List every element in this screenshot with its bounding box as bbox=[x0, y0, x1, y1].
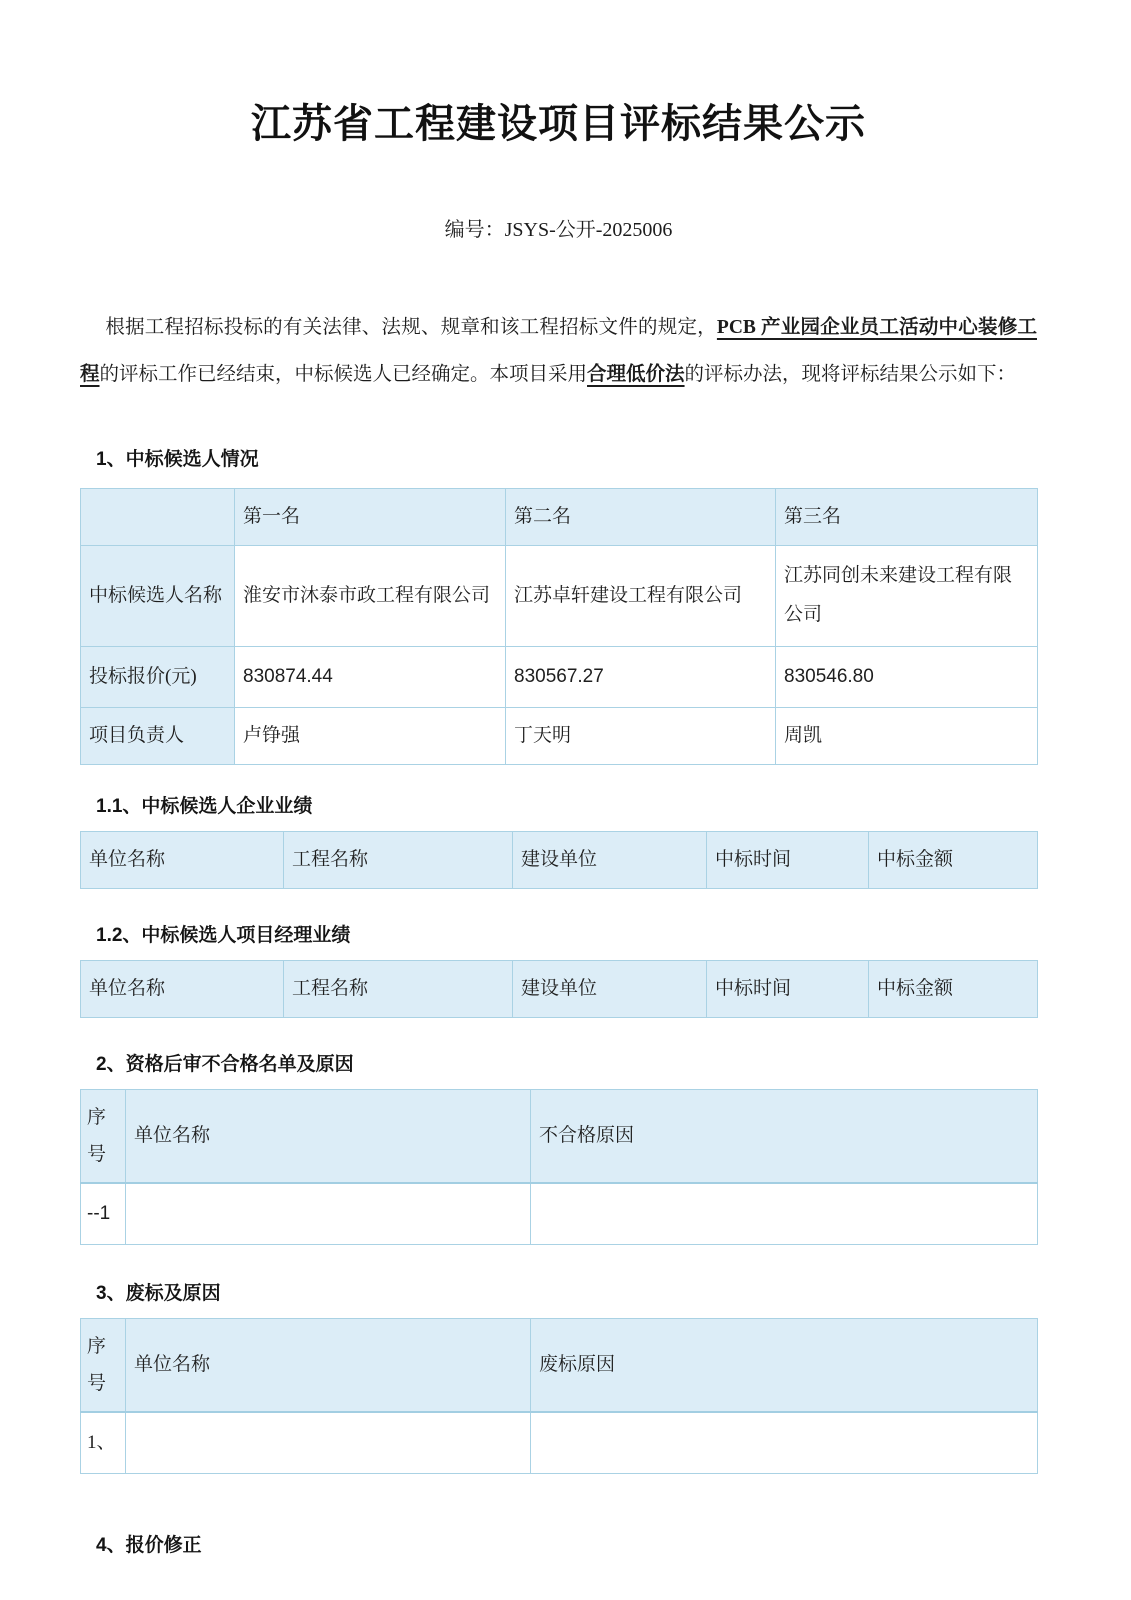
unqualified-row-reason bbox=[531, 1183, 1038, 1245]
candidate-name-label: 中标候选人名称 bbox=[81, 546, 235, 647]
project-name-highlight: PCB 产业园企业员工活动中心装修工程 bbox=[80, 317, 1037, 385]
bid-price-first: 830874.44 bbox=[235, 647, 506, 708]
candidates-header-row bbox=[81, 489, 1038, 546]
unqualified-table bbox=[80, 1089, 1038, 1245]
candidates-header-empty bbox=[81, 489, 235, 546]
rejected-header-row bbox=[81, 1319, 1038, 1413]
manager-header-builder: 建设单位 bbox=[513, 961, 707, 1018]
candidates-header-second: 第二名 bbox=[506, 489, 776, 546]
project-manager-label: 项目负责人 bbox=[81, 708, 235, 765]
candidate-name-third: 江苏同创未来建设工程有限公司 bbox=[776, 546, 1038, 647]
enterprise-performance-table bbox=[80, 831, 1038, 889]
project-manager-second: 丁天明 bbox=[506, 708, 776, 765]
rejected-header-seq: 序号 bbox=[81, 1319, 126, 1413]
manager-header-project: 工程名称 bbox=[284, 961, 513, 1018]
section-3-heading: 3、废标及原因 bbox=[96, 1283, 221, 1304]
section-1-heading: 1、中标候选人情况 bbox=[96, 449, 259, 470]
unqualified-header-reason: 不合格原因 bbox=[531, 1090, 1038, 1184]
doc-number: 编号：JSYS-公开-2025006 bbox=[444, 219, 673, 241]
manager-performance-header-row bbox=[81, 961, 1038, 1018]
candidates-header-third: 第三名 bbox=[776, 489, 1038, 546]
intro-part3: 的评标办法，现将评标结果公示如下： bbox=[684, 364, 1017, 385]
unqualified-data-row bbox=[81, 1183, 1038, 1245]
section-4-heading: 4、报价修正 bbox=[96, 1535, 202, 1556]
rejected-data-row bbox=[81, 1412, 1038, 1474]
bid-price-row bbox=[81, 647, 1038, 708]
intro-part2: 的评标工作已经结束，中标候选人已经确定。本项目采用 bbox=[99, 364, 588, 385]
project-manager-third: 周凯 bbox=[776, 708, 1038, 765]
project-manager-first: 卢铮强 bbox=[235, 708, 506, 765]
rejected-header-reason: 废标原因 bbox=[531, 1319, 1038, 1413]
rejected-bids-table bbox=[80, 1318, 1038, 1474]
bid-price-label: 投标报价(元) bbox=[81, 647, 235, 708]
evaluation-method-highlight: 合理低价法 bbox=[587, 364, 685, 385]
unqualified-header-seq: 序号 bbox=[81, 1090, 126, 1184]
rejected-header-unit: 单位名称 bbox=[126, 1319, 531, 1413]
enterprise-header-amount: 中标金额 bbox=[869, 832, 1038, 889]
project-manager-row bbox=[81, 708, 1038, 765]
section-1-1-heading: 1.1、中标候选人企业业绩 bbox=[96, 796, 313, 817]
unqualified-row-seq: --1 bbox=[81, 1183, 126, 1245]
intro-paragraph bbox=[80, 304, 1037, 398]
candidates-header-first: 第一名 bbox=[235, 489, 506, 546]
bid-price-second: 830567.27 bbox=[506, 647, 776, 708]
manager-header-unit: 单位名称 bbox=[81, 961, 284, 1018]
unqualified-header-unit: 单位名称 bbox=[126, 1090, 531, 1184]
enterprise-header-project: 工程名称 bbox=[284, 832, 513, 889]
candidate-name-second: 江苏卓轩建设工程有限公司 bbox=[506, 546, 776, 647]
section-1-2-heading: 1.2、中标候选人项目经理业绩 bbox=[96, 925, 351, 946]
unqualified-header-row bbox=[81, 1090, 1038, 1184]
candidate-name-first: 淮安市沐泰市政工程有限公司 bbox=[235, 546, 506, 647]
enterprise-performance-header-row bbox=[81, 832, 1038, 889]
page-title: 江苏省工程建设项目评标结果公示 bbox=[251, 101, 866, 146]
rejected-row-seq: 1、 bbox=[81, 1412, 126, 1474]
intro-part1: 根据工程招标投标的有关法律、法规、规章和该工程招标文件的规定， bbox=[105, 317, 717, 338]
manager-header-time: 中标时间 bbox=[707, 961, 869, 1018]
enterprise-header-time: 中标时间 bbox=[707, 832, 869, 889]
rejected-row-unit bbox=[126, 1412, 531, 1474]
enterprise-header-builder: 建设单位 bbox=[513, 832, 707, 889]
bid-price-third: 830546.80 bbox=[776, 647, 1038, 708]
rejected-row-reason bbox=[531, 1412, 1038, 1474]
manager-performance-table bbox=[80, 960, 1038, 1018]
unqualified-row-unit bbox=[126, 1183, 531, 1245]
candidates-table bbox=[80, 488, 1038, 765]
section-2-heading: 2、资格后审不合格名单及原因 bbox=[96, 1054, 354, 1075]
enterprise-header-unit: 单位名称 bbox=[81, 832, 284, 889]
manager-header-amount: 中标金额 bbox=[869, 961, 1038, 1018]
candidate-name-row bbox=[81, 546, 1038, 647]
